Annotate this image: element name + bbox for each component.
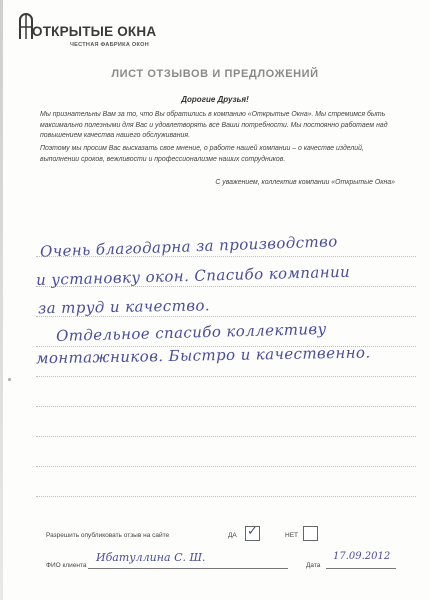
feedback-area bbox=[36, 206, 416, 518]
form-footer bbox=[0, 520, 430, 600]
date-label: Дата bbox=[306, 562, 321, 569]
handwritten-line: за труд и качество. bbox=[37, 296, 211, 318]
handwritten-line: и установку окон. Спасибо компании bbox=[35, 262, 351, 289]
date-line bbox=[326, 568, 396, 569]
handwritten-line: монтажников. Быстро и качественно. bbox=[35, 343, 371, 368]
yes-label: ДА bbox=[228, 532, 237, 539]
punch-hole bbox=[8, 378, 11, 381]
handwritten-line: Отдельное спасибо коллективу bbox=[55, 319, 327, 345]
date-value[interactable]: 17.09.2012 bbox=[333, 551, 391, 562]
check-mark-icon: ✓ bbox=[247, 524, 258, 539]
ruled-line bbox=[36, 376, 416, 377]
ruled-line bbox=[36, 436, 416, 437]
form-title: ЛИСТ ОТЗЫВОВ И ПРЕДЛОЖЕНИЙ bbox=[111, 68, 319, 80]
no-checkbox[interactable] bbox=[303, 526, 318, 541]
scan-edge bbox=[0, 0, 3, 600]
ruled-line bbox=[36, 406, 416, 407]
handwritten-line: Очень благодарна за производство bbox=[39, 232, 338, 261]
ruled-line bbox=[36, 466, 416, 467]
greeting: Дорогие Друзья! bbox=[181, 95, 249, 104]
signoff: С уважением, коллектив компании «Открытые Окна» bbox=[215, 179, 395, 186]
client-name-label: ФИО клиента bbox=[46, 562, 87, 569]
client-name-value[interactable]: Ибатуллина С. Ш. bbox=[96, 551, 206, 564]
logo-name: ОТКРЫТЫЕ ОКНА bbox=[32, 24, 157, 39]
logo-tagline: ЧЕСТНАЯ ФАБРИКА ОКОН bbox=[70, 42, 149, 48]
ruled-line bbox=[36, 496, 416, 497]
no-label: НЕТ bbox=[285, 532, 298, 539]
intro-paragraph: Мы признательны Вам за то, что Вы обратились в компанию «Открытые Окна». Мы стремимся быть максимально полезными для Вас и удовлетворять все Ваши потребности. Мы постоянно работаем над повышением качества нашего обслуживания. bbox=[40, 111, 388, 139]
company-logo bbox=[18, 8, 168, 50]
request-paragraph: Поэтому мы просим Вас высказать свое мнение, о работе нашей компании – о качестве изделий, выполнении сроков, вежливости и профессионализме наших сотрудников. bbox=[40, 145, 364, 163]
yes-checkbox[interactable] bbox=[245, 526, 260, 541]
publish-consent-label: Разрешить опубликовать отзыв на сайте bbox=[46, 532, 170, 539]
client-name-line bbox=[88, 568, 288, 569]
